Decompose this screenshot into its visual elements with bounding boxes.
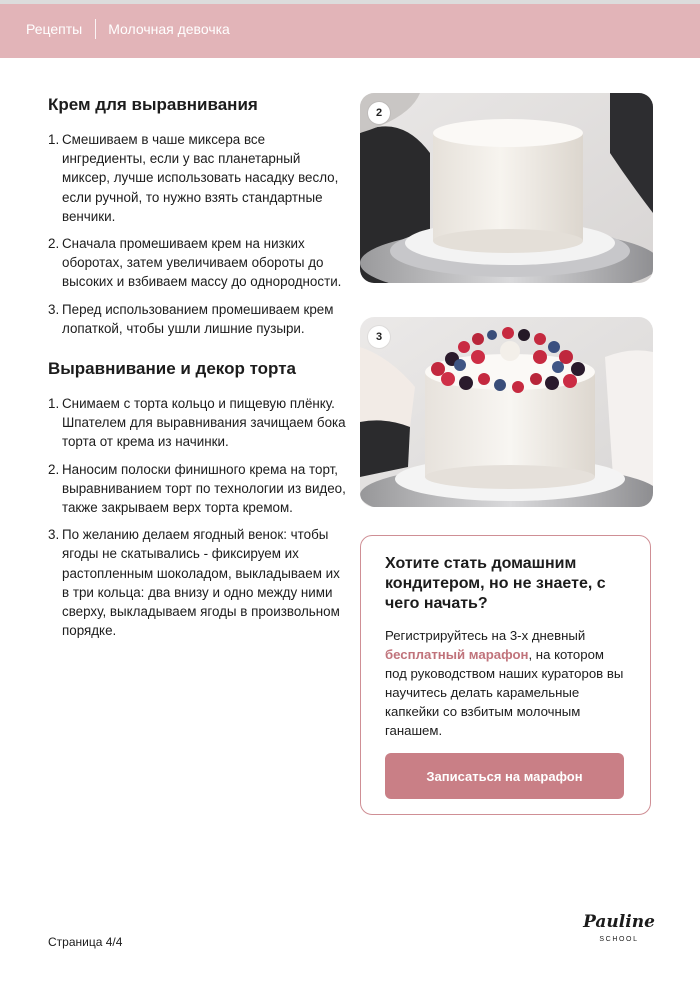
register-marathon-button[interactable]: Записаться на марафон [385, 753, 624, 799]
page-number: Страница 4/4 [48, 935, 123, 949]
section-title-cream: Крем для выравнивания [48, 95, 258, 114]
cake-berries-illustration [360, 317, 653, 507]
photo-step-2 [360, 93, 653, 283]
cake-smooth-illustration [360, 93, 653, 283]
step-item: 1. Смешиваем в чаше миксера все ингредиенты, если у вас планетарный миксер, лучше использовать насадку весло, если ручной, то нужно взять стандартные венчики. [48, 132, 339, 224]
promo-title: Хотите стать домашним кондитером, но не знаете, с чего начать? [385, 555, 606, 612]
marathon-promo-card [360, 535, 651, 815]
recipe-instructions [48, 94, 348, 648]
step-item: 3. Перед использованием промешиваем крем лопаткой, чтобы ушли лишние пузыри. [48, 301, 334, 336]
steps-list-cream [48, 130, 348, 338]
promo-highlight[interactable]: бесплатный марафон [385, 647, 529, 662]
header-bar [0, 0, 700, 58]
photo-step-3 [360, 317, 653, 507]
logo-script: Pauline [583, 912, 655, 932]
steps-list-decor [48, 394, 348, 640]
photo-step-badge: 3 [368, 326, 390, 348]
logo-sub: SCHOOL [599, 936, 639, 943]
pauline-school-logo [583, 912, 655, 948]
breadcrumb-recipes[interactable]: Рецепты [26, 21, 83, 37]
step-item: 3. По желанию делаем ягодный венок: чтобы ягоды не скатывались - фиксируем их растопленным шоколадом, выкладываем их в три кольца: два внизу и одно между ними сверху, выкладываем ягоды в произвольном порядке. [48, 527, 340, 639]
section-cream [48, 94, 348, 338]
promo-text: Регистрируйтесь на 3-х дневный бесплатный марафон, на котором под руководством наших кураторов вы научитесь делать карамельные капкейки со взбитым молочным ганашем. [385, 628, 624, 738]
step-item: 2. Наносим полоски финишного крема на торт, выравниванием торт по технологии из видео, также закрываем верх торта кремом. [48, 461, 346, 516]
section-decor [48, 358, 348, 640]
photo-step-badge: 2 [368, 102, 390, 124]
breadcrumb-recipe-name[interactable]: Молочная девочка [108, 21, 230, 37]
step-item: 2. Сначала промешиваем крем на низких оборотах, затем увеличиваем обороты до высоких и взбиваем массу до однородности. [48, 236, 342, 290]
step-item: 1. Снимаем с торта кольцо и пищевую плёнку. Шпателем для выравнивания зачищаем бока торта от крема из начинки. [48, 396, 346, 450]
breadcrumb-divider [95, 19, 96, 39]
section-title-decor: Выравнивание и декор торта [48, 359, 297, 379]
